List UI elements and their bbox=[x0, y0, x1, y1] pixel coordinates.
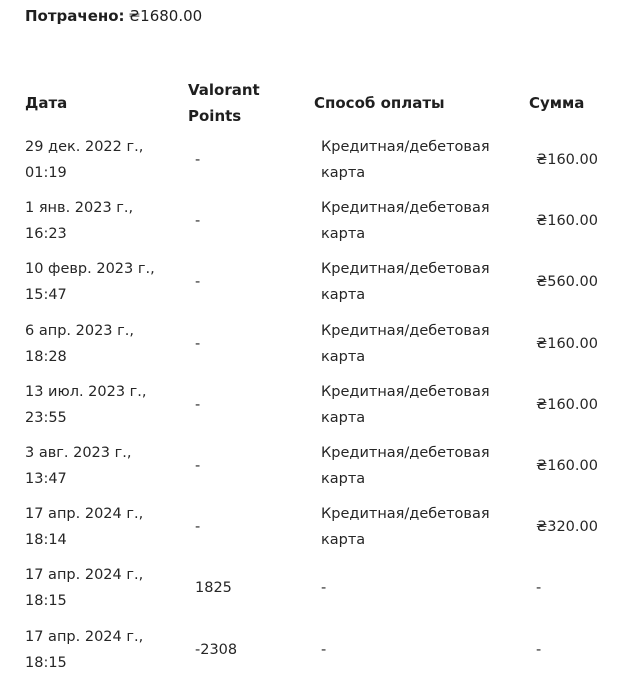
cell-amount: ₴160.00 bbox=[536, 335, 598, 352]
cell-payment-method bbox=[321, 256, 490, 308]
payment-line: карта bbox=[321, 409, 366, 426]
table-row bbox=[0, 436, 629, 497]
cell-amount: ₴160.00 bbox=[536, 396, 598, 413]
date-line: 17 апр. 2024 г., bbox=[25, 506, 144, 523]
payment-line: карта bbox=[321, 165, 366, 181]
cell-valorant-points: - bbox=[195, 519, 201, 536]
date-line: 3 авг. 2023 г., bbox=[25, 444, 132, 461]
payment-line: Кредитная/дебетовая bbox=[321, 261, 490, 278]
table-row bbox=[0, 558, 629, 619]
time-line: 18:15 bbox=[25, 593, 67, 610]
spent-summary bbox=[25, 6, 202, 26]
payment-line: Кредитная/дебетовая bbox=[321, 383, 490, 400]
payment-line: карта bbox=[321, 226, 366, 243]
header-valorant-points bbox=[188, 77, 278, 129]
table-row bbox=[0, 375, 629, 436]
time-line: 01:19 bbox=[25, 165, 67, 181]
time-line: 13:47 bbox=[25, 470, 67, 487]
date-line: 17 апр. 2024 г., bbox=[25, 628, 144, 645]
header-amount: Сумма bbox=[529, 94, 585, 112]
payment-line: карта bbox=[321, 470, 366, 487]
cell-valorant-points: - bbox=[195, 457, 201, 474]
payment-line: Кредитная/дебетовая bbox=[321, 139, 490, 155]
cell-valorant-points: - bbox=[195, 274, 201, 291]
cell-amount: ₴560.00 bbox=[536, 274, 598, 291]
cell-valorant-points: 1825 bbox=[195, 580, 232, 597]
payment-line: - bbox=[321, 580, 327, 597]
payment-line: Кредитная/дебетовая bbox=[321, 322, 490, 339]
date-line: 17 апр. 2024 г., bbox=[25, 567, 144, 584]
cell-amount: - bbox=[536, 641, 542, 658]
cell-date bbox=[25, 624, 143, 676]
cell-payment-method bbox=[321, 637, 326, 663]
purchase-history-table bbox=[0, 76, 629, 681]
payment-line: - bbox=[321, 641, 327, 658]
cell-payment-method bbox=[321, 134, 490, 186]
header-payment-method: Способ оплаты bbox=[314, 94, 445, 112]
date-line: 10 февр. 2023 г., bbox=[25, 261, 155, 278]
date-line: 6 апр. 2023 г., bbox=[25, 322, 134, 339]
payment-line: Кредитная/дебетовая bbox=[321, 444, 490, 461]
time-line: 18:14 bbox=[25, 532, 67, 549]
payment-line: карта bbox=[321, 532, 366, 549]
time-line: 18:15 bbox=[25, 654, 67, 671]
cell-amount: ₴320.00 bbox=[536, 519, 598, 536]
payment-line: карта bbox=[321, 287, 366, 304]
cell-payment-method bbox=[321, 501, 490, 553]
date-line: 13 июл. 2023 г., bbox=[25, 383, 147, 400]
cell-valorant-points: - bbox=[195, 213, 201, 230]
table-row bbox=[0, 252, 629, 313]
header-date: Дата bbox=[25, 94, 68, 112]
cell-date bbox=[25, 318, 134, 370]
cell-amount: ₴160.00 bbox=[536, 213, 598, 230]
cell-payment-method bbox=[321, 318, 490, 370]
cell-payment-method bbox=[321, 440, 490, 492]
cell-date bbox=[25, 440, 131, 492]
cell-valorant-points: - bbox=[195, 396, 201, 413]
time-line: 23:55 bbox=[25, 409, 67, 426]
cell-date bbox=[25, 256, 155, 308]
cell-payment-method bbox=[321, 379, 490, 431]
cell-date bbox=[25, 195, 133, 247]
time-line: 18:28 bbox=[25, 348, 67, 365]
table-row bbox=[0, 191, 629, 252]
table-row bbox=[0, 130, 629, 191]
payment-line: Кредитная/дебетовая bbox=[321, 506, 490, 523]
table-row bbox=[0, 620, 629, 681]
cell-amount: - bbox=[536, 580, 542, 597]
date-line: 1 янв. 2023 г., bbox=[25, 200, 134, 217]
cell-payment-method bbox=[321, 195, 490, 247]
time-line: 16:23 bbox=[25, 226, 67, 243]
cell-date bbox=[25, 562, 143, 614]
time-line: 15:47 bbox=[25, 287, 67, 304]
payment-line: карта bbox=[321, 348, 366, 365]
cell-date bbox=[25, 134, 143, 186]
date-line: 29 дек. 2022 г., bbox=[25, 139, 144, 155]
header-vp-line1: Valorant bbox=[188, 81, 260, 99]
cell-valorant-points: - bbox=[195, 335, 201, 352]
header-vp-line2: Points bbox=[188, 107, 242, 125]
table-header bbox=[0, 76, 629, 130]
spent-amount: ₴1680.00 bbox=[128, 7, 203, 25]
cell-amount: ₴160.00 bbox=[536, 457, 598, 474]
spent-label: Потрачено: bbox=[25, 7, 125, 25]
cell-date bbox=[25, 379, 147, 431]
cell-amount: ₴160.00 bbox=[536, 152, 598, 168]
table-row bbox=[0, 497, 629, 558]
table-row bbox=[0, 314, 629, 375]
cell-date bbox=[25, 501, 143, 553]
table-body bbox=[0, 130, 629, 681]
cell-payment-method bbox=[321, 575, 326, 601]
cell-valorant-points: -2308 bbox=[195, 641, 238, 658]
cell-valorant-points: - bbox=[195, 152, 201, 168]
payment-line: Кредитная/дебетовая bbox=[321, 200, 490, 217]
